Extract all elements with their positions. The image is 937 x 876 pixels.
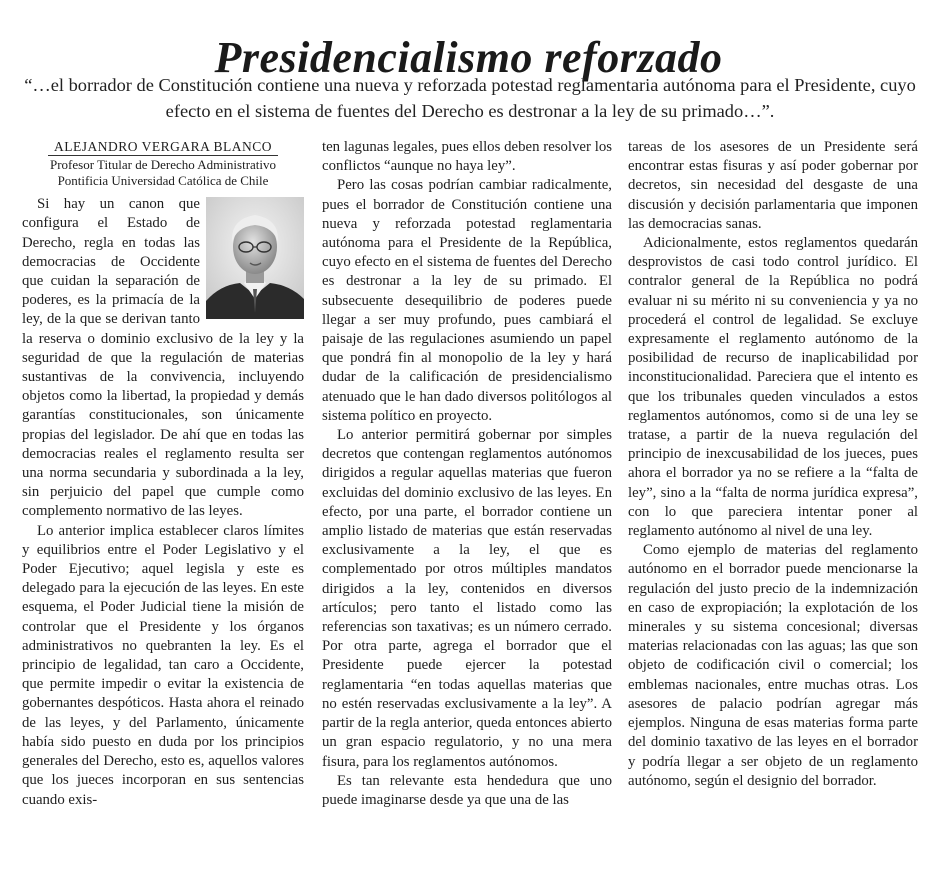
col2-paragraph-2: Pero las cosas podrían cambiar radicalmente, pues el borrador de Constitución contiene una nueva y reforzada potestad reglamentaria autónoma para el Presidente de la República, cuyo efecto en el sistema de fuentes del Derecho es destronar a la ley de su primado. El subsecuente desequilibrio de poderes puede llegar a ser muy profundo, pues cambiará el paisaje de las regulaciones asumiendo un papel que pondrá fin al monopolio de la ley y hará dudar de la calificación de presidencialismo atenuado que le han dado diversos politólogos al sistema político en proyecto. (322, 177, 612, 424)
author-name: ALEJANDRO VERGARA BLANCO (48, 138, 278, 156)
article-title: Presidencialismo reforzado (214, 33, 723, 83)
col1-paragraph-1: Si hay un canon que configura el Estado de Derecho, regla en todas las democracias de Occidente que cuidan la separación de poderes, es la primacía de la ley, de la que se derivan tanto la reserva o dominio exclusivo de la ley y la seguridad de que la regulación de materias sustantivas de la convivencia, incluyendo objetos como la libertad, la propiedad y demás garantías constitucionales, son únicamente propias del legislador. De ahí que en todas las democracias reales el reglamento resulta ser una norma secundaria y subordinada a la ley, sin perjuicio del papel que cumple como complemento normativo de las leyes. (22, 196, 304, 520)
col1-paragraph-2: Lo anterior implica establecer claros límites y equilibrios entre el Poder Legislativo y el Poder Ejecutivo; aquel legisla y este es delegado para la ejecución de las leyes. En este esquema, el Poder Judicial tiene la misión de controlar que el Presidente y los órganos administrativos no quebranten la ley. Es el principio de legalidad, tan caro a Occidente, que permite impedir o evitar la existencia de gobernantes despóticos. Hasta ahora el reinado de las leyes, y del Parlamento, únicamente había sido puesto en duda por los principios generales del Derecho, esto es, aquellos valores que los jueces incorporan en sus sentencias cuando exis- (22, 522, 304, 808)
byline (22, 138, 304, 189)
author-affiliation-university: Pontificia Universidad Católica de Chile (57, 173, 269, 189)
col2-paragraph-4: Es tan relevante esta hendedura que uno puede imaginarse desde ya que una de las (322, 772, 612, 808)
col2-paragraph-3: Lo anterior permitirá gobernar por simples decretos que contengan reglamentos autónomos dirigidos a regular aquellas materias que fueron excluidas del dominio exclusivo de las leyes. En efecto, por una parte, el borrador contiene un amplio listado de materias que están reservadas exclusivamente a la ley, el que es complementado por otros múltiples mandatos dirigidos a la ley, contenidos en diversos artículos; pero tanto el listado como las referencias son taxativas; es un número cerrado. Por otra parte, agrega el borrador que el Presidente puede ejercer la potestad reglamentaria “en todas aquellas materias que no estén reservadas exclusivamente a la ley”. A partir de la regla anterior, queda entonces abierto un gran espacio regulatorio, y no una mera fisura, para los reglamentos autónomos. (322, 427, 612, 770)
pull-quote: “…el borrador de Constitución contiene una nueva y reforzada potestad reglamentaria autónoma para el Presidente, cuyo efecto en el sistema de fuentes del Derecho es destronar a la ley de su primado…”. (24, 75, 916, 121)
col3-paragraph-3: Como ejemplo de materias del reglamento autónomo en el borrador puede mencionarse la regulación del justo precio de la indemnización en caso de expropiación; la explotación de los minerales y su sistema concesional; diversas materias relacionadas con las aguas; las que son objeto de codificación civil o comercial; los emblemas nacionales, entre muchas otras. Los asesores de palacio podrían agregar más ejemplos. Ninguna de esas materias forma parte del dominio taxativo de las leyes en el borrador y podría llegar a ser objeto de un reglamento autónomo, según el designio del borrador. (628, 542, 918, 789)
col3-paragraph-2: Adicionalmente, estos reglamentos quedarán desprovistos de casi todo control jurídico. El contralor general de la República no podrá evaluar ni su mérito ni su conveniencia y ya no procederá el control de legalidad. Se excluye expresamente el reglamento autónomo de la posibilidad de recurso de inaplicabilidad por inconstitucionalidad. Pareciera que el intento es que los tribunales queden vinculados a estos reglamentos autónomos, como si de una ley se tratase, a partir de la nueva regulación del principio de inexcusabilidad de los jueces, pues ahora el borrador ya no se refiere a la “falta de ley”, sino a la “falta de norma jurídica expresa”, con lo que pareciera intentar poner al reglamento autónomo al nivel de una ley. (628, 235, 918, 540)
author-portrait-icon (206, 197, 304, 319)
column-2 (322, 138, 612, 810)
col2-paragraph-1: ten lagunas legales, pues ellos deben resolver los conflictos “aunque no haya ley”. (322, 139, 612, 175)
column-3 (628, 138, 918, 791)
col3-paragraph-1: tareas de los asesores de un Presidente será encontrar estas fisuras y así poder gobernar por decretos, sin necesidad del desgaste de una discusión y decisión parlamentaria que imponen las democracias sanas. (628, 139, 918, 232)
author-affiliation-title: Profesor Titular de Derecho Administrativo (49, 157, 277, 173)
column-1 (22, 138, 304, 810)
